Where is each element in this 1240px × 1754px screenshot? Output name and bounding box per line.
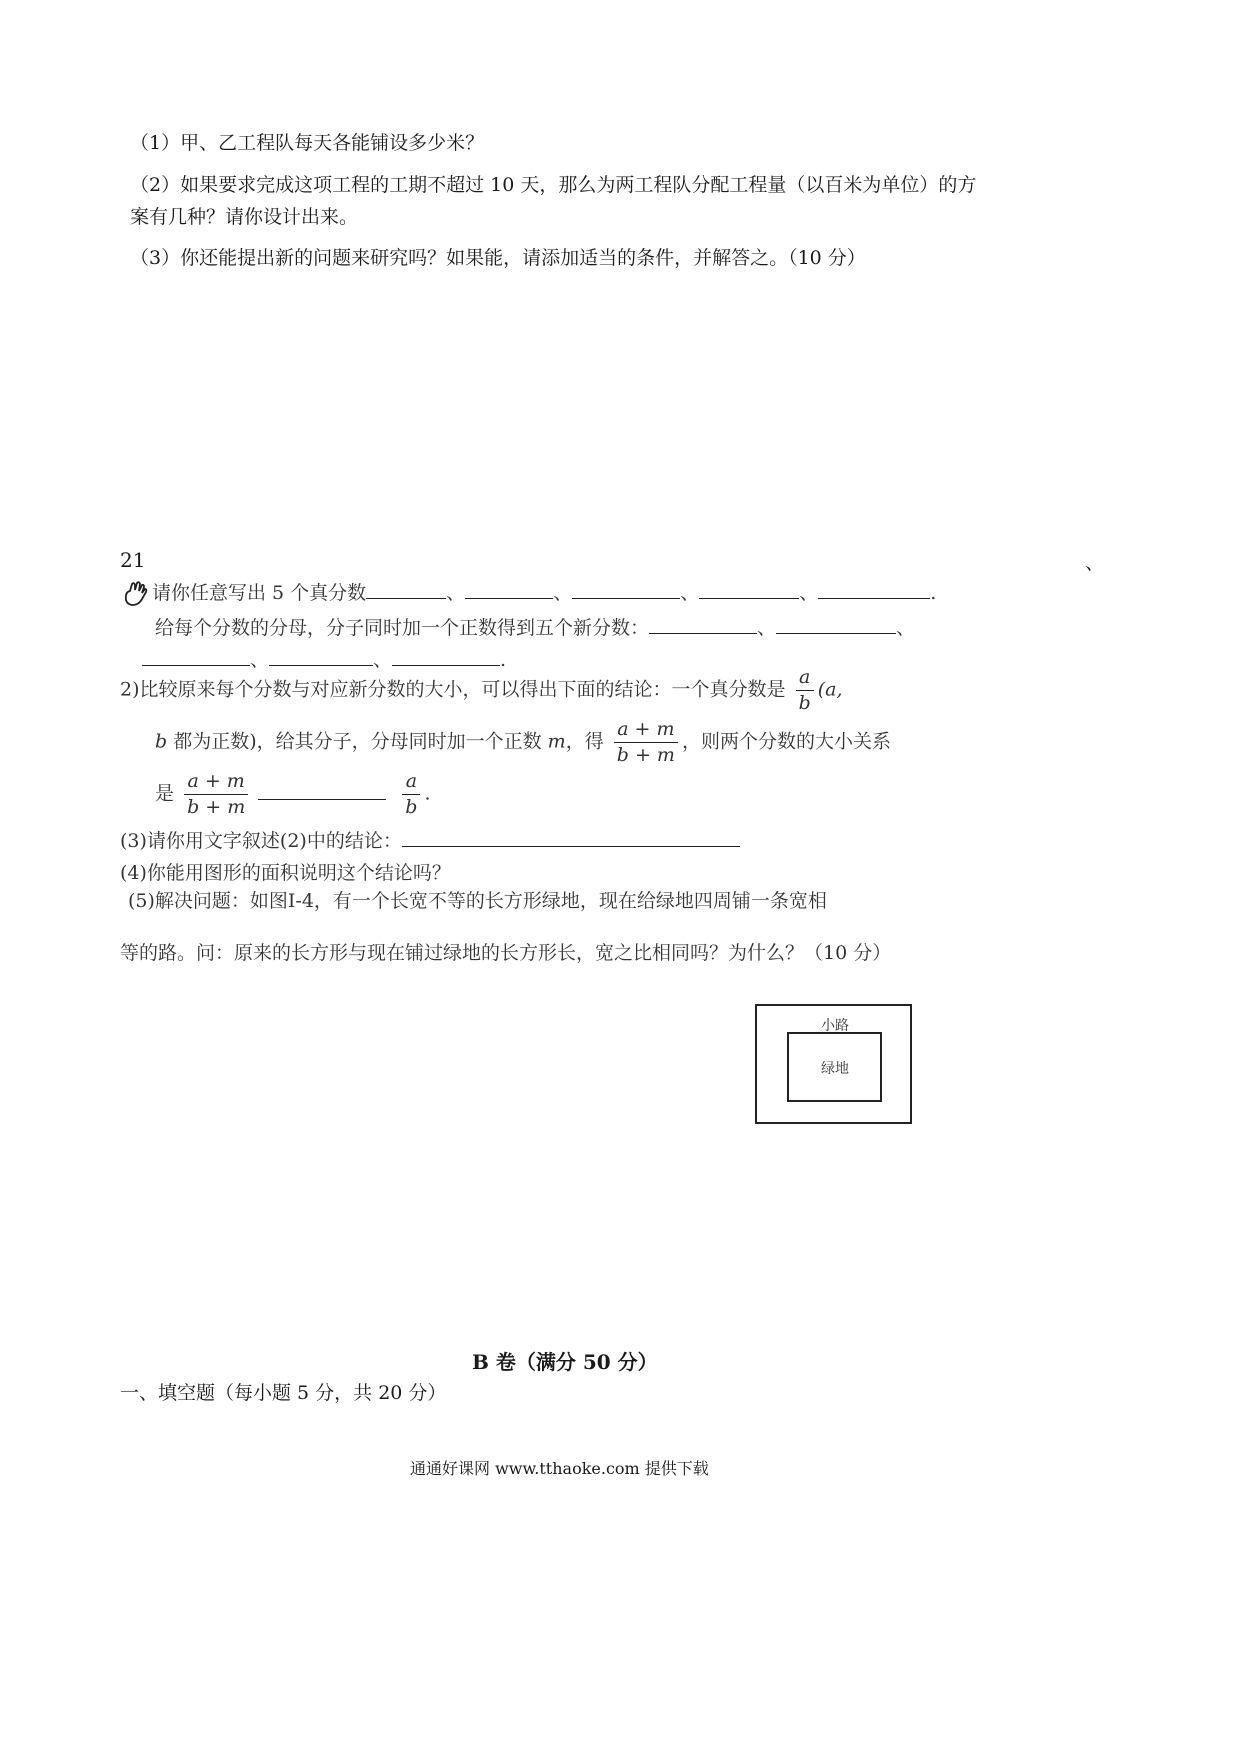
answer-blank[interactable] — [776, 632, 896, 634]
q20-part3: （3）你还能提出新的问题来研究吗？如果能，请添加适当的条件，并解答之。（10 分） — [130, 247, 866, 269]
answer-blank[interactable] — [818, 597, 930, 599]
answer-blank[interactable] — [572, 597, 680, 599]
answer-blank[interactable] — [465, 597, 553, 599]
page-footer: 通通好课网 www.tthaoke.com 提供下载 — [410, 1459, 709, 1478]
answer-blank[interactable] — [366, 597, 446, 599]
fraction-am-over-bm: $\frac{a + m}{b + m}$ — [614, 720, 678, 765]
answer-blank[interactable] — [649, 632, 757, 634]
q21-side-mark: 、 — [1085, 552, 1105, 574]
q21-part3: (3)请你用文字叙述(2)中的结论： — [120, 826, 740, 853]
figure-lawn-rectangle — [787, 1032, 882, 1102]
section-b-subtitle: 一、填空题（每小题 5 分，共 20 分） — [120, 1382, 447, 1404]
q21-part1c: 、 、 . — [142, 645, 506, 672]
answer-blank[interactable] — [142, 664, 250, 666]
fraction-a-over-b: $\frac{a}{b}$ — [796, 668, 814, 713]
q21-part1b-text: 给每个分数的分母，分子同时加一个正数得到五个新分数： — [155, 617, 650, 639]
figure-lawn-label: 绿地 — [821, 1061, 849, 1077]
figure-path-rectangle — [755, 1004, 912, 1124]
fraction-am-over-bm: $\frac{a + m}{b + m}$ — [184, 772, 248, 817]
q21-part5-line2: 等的路。问：原来的长方形与现在铺过绿地的长方形长，宽之比相同吗？为什么？（10 分） — [120, 942, 892, 964]
comparison-blank[interactable] — [258, 798, 386, 800]
q21-part1-text: 请你任意写出 5 个真分数 — [152, 582, 367, 604]
q21-number: 21 — [120, 548, 146, 572]
q21-part1: 请你任意写出 5 个真分数 、 、 、 、 . — [122, 578, 936, 608]
q21-part2: 2)比较原来每个分数与对应新分数的大小，可以得出下面的结论：一个真分数是 $\frac{a}{b}$ (a, — [120, 666, 843, 714]
q20-part1: （1）甲、乙工程队每天各能铺设多少米？ — [130, 132, 485, 154]
q21-part2-text: 比较原来每个分数与对应新分数的大小，可以得出下面的结论：一个真分数是 — [139, 678, 786, 701]
q21-part2c: 是 $\frac{a + m}{b + m}$ $\frac{a}{b}$ . — [155, 770, 431, 818]
q21-part2b: b 都为正数)，给其分子，分母同时加一个正数 m，得 $\frac{a + m}{b + m}$ ，则两个分数的大小关系 — [155, 718, 891, 766]
answer-blank[interactable] — [392, 664, 500, 666]
fraction-a-over-b: $\frac{a}{b}$ — [402, 772, 420, 817]
q21-part5-line1: (5)解决问题：如图Ⅰ-4，有一个长宽不等的长方形绿地，现在给绿地四周铺一条宽相 — [128, 890, 827, 912]
q20-part2-line2: 案有几种？请你设计出来。 — [130, 206, 359, 228]
q21-part4: (4)你能用图形的面积说明这个结论吗？ — [120, 862, 451, 884]
figure-path-label: 小路 — [821, 1018, 849, 1034]
q21-part1b: 给每个分数的分母，分子同时加一个正数得到五个新分数： 、 、 — [155, 617, 916, 639]
answer-blank[interactable] — [699, 597, 799, 599]
section-b-title: B 卷（满分 50 分） — [472, 1350, 658, 1374]
answer-blank[interactable] — [269, 664, 373, 666]
answer-blank[interactable] — [402, 845, 740, 847]
q20-part2-line1: （2）如果要求完成这项工程的工期不超过 10 天，那么为两工程队分配工程量（以百米为单位）的方 — [130, 174, 977, 196]
hand-pointer-icon — [122, 580, 152, 608]
